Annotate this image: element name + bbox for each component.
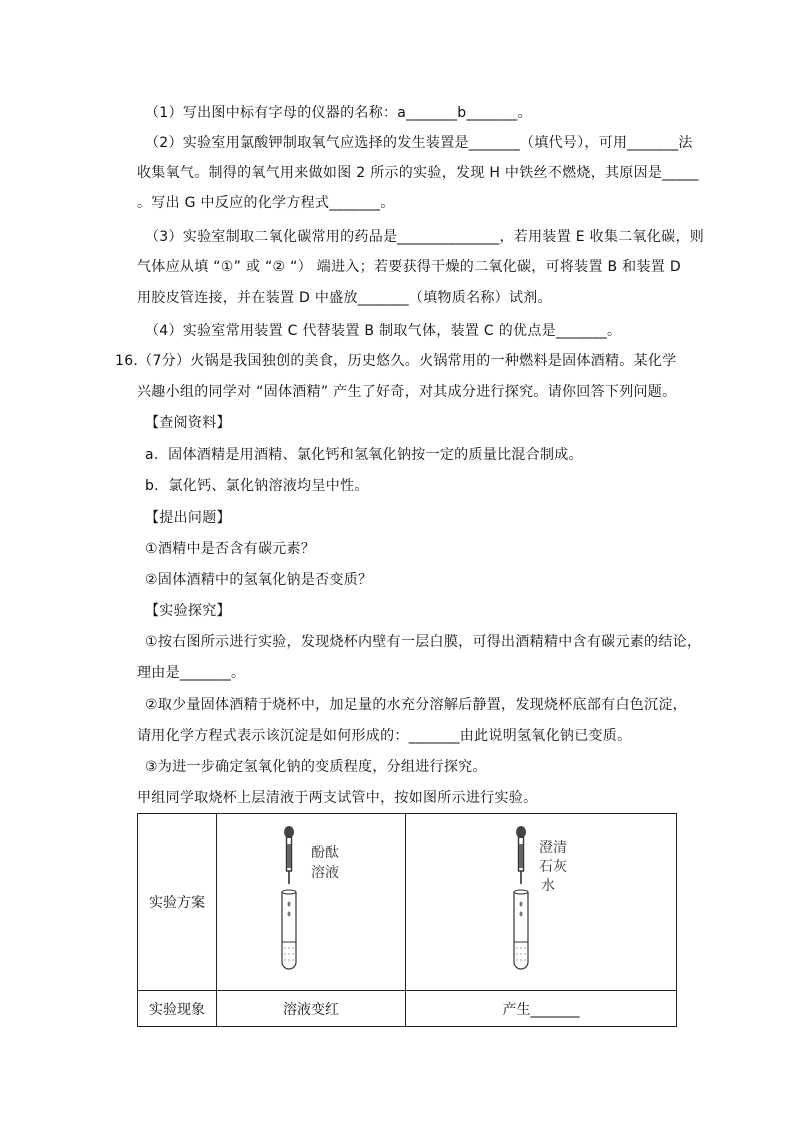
experiment-step-2-cont: 请用化学方程式表示该沉淀是如何形成的：_______由此说明氢氧化钠已变质。 (137, 728, 632, 744)
reference-b: b．氯化钙、氯化钠溶液均呈中性。 (145, 478, 369, 494)
question-item-1: ①酒精中是否含有碳元素？ (145, 541, 316, 557)
question-15-3-cont: 用胶皮管连接，并在装置 D 中盛放_______（填物质名称）试剂。 (137, 290, 552, 306)
dropper-icon (284, 826, 294, 884)
question-item-2: ②固体酒精中的氢氧化钠是否变质？ (145, 572, 373, 588)
experiment-table (137, 813, 677, 1027)
cell-limewater-setup (406, 814, 677, 991)
question-16-intro-cont: 兴趣小组的同学对 “固体酒精” 产生了好奇，对其成分进行探究。请你回答下列问题。 (137, 384, 677, 400)
section-heading-questions: 【提出问题】 (145, 510, 231, 526)
question-15-3: （3）实验室制取二氧化碳常用的药品是______________，若用装置 E 收集二氧化碳，则 (145, 229, 705, 245)
cell-left-phenomenon: 溶液变红 (217, 991, 406, 1027)
question-15-3-cont: 气体应从填 “①” 或 “② “） 端进入；若要获得干燥的二氧化碳，可将装置 B 和装置 D (137, 259, 681, 275)
experiment-step-1-cont: 理由是_______。 (137, 665, 246, 681)
reagent-label-line3: 水 (541, 878, 555, 894)
experiment-step-2: ②取少量固体酒精于烧杯中，加足量的水充分溶解后静置，发现烧杯底部有白色沉淀， (145, 697, 687, 713)
question-15-1: （1）写出图中标有字母的仪器的名称：a_______b_______。 (145, 105, 532, 121)
row-label-scheme: 实验方案 (138, 814, 217, 991)
reference-a: a．固体酒精是用酒精、氯化钙和氢氧化钠按一定的质量比混合制成。 (145, 447, 583, 463)
cell-right-phenomenon: 产生_______ (406, 991, 677, 1027)
section-heading-references: 【查阅资料】 (145, 415, 231, 431)
section-heading-experiment: 【实验探究】 (145, 603, 231, 619)
question-15-4: （4）实验室常用装置 C 代替装置 B 制取气体，装置 C 的优点是_______。 (145, 323, 622, 339)
dropper-icon (516, 826, 526, 884)
question-15-2-cont: 收集氧气。制得的氧气用来做如图 2 所示的实验，发现 H 中铁丝不燃烧，其原因是_____ (137, 165, 699, 181)
table-row-phenomenon (138, 991, 677, 1027)
reagent-label-line1: 澄清 (539, 840, 567, 856)
question-16-intro: 16.（7分）火锅是我国独创的美食，历史悠久。火锅常用的一种燃料是固体酒精。某化学 (115, 353, 677, 369)
row-label-phenomenon: 实验现象 (138, 991, 217, 1027)
question-15-2-cont: 。写出 G 中反应的化学方程式_______。 (137, 195, 395, 211)
experiment-step-1: ①按右图所示进行实验，发现烧杯内壁有一层白膜，可得出酒精精中含有碳元素的结论， (145, 634, 702, 650)
experiment-step-3: ③为进一步确定氢氧化钠的变质程度，分组进行探究。 (145, 759, 487, 775)
table-row-scheme (138, 814, 677, 991)
reagent-label-line2: 石灰 (539, 859, 567, 875)
cell-phenolphthalein-setup (217, 814, 406, 991)
experiment-step-3-cont: 甲组同学取烧杯上层清液于两支试管中，按如图所示进行实验。 (137, 790, 538, 806)
limewater-test-tube-illustration (406, 814, 676, 986)
test-tube-icon (514, 890, 528, 969)
question-15-2: （2）实验室用氯酸钾制取氧气应选择的发生装置是_______（填代号），可用_______法 (145, 135, 693, 151)
reagent-label-line2: 溶液 (311, 865, 339, 881)
test-tube-icon (282, 890, 296, 969)
reagent-label-line1: 酚酞 (311, 845, 339, 861)
phenolphthalein-test-tube-illustration (217, 814, 405, 986)
